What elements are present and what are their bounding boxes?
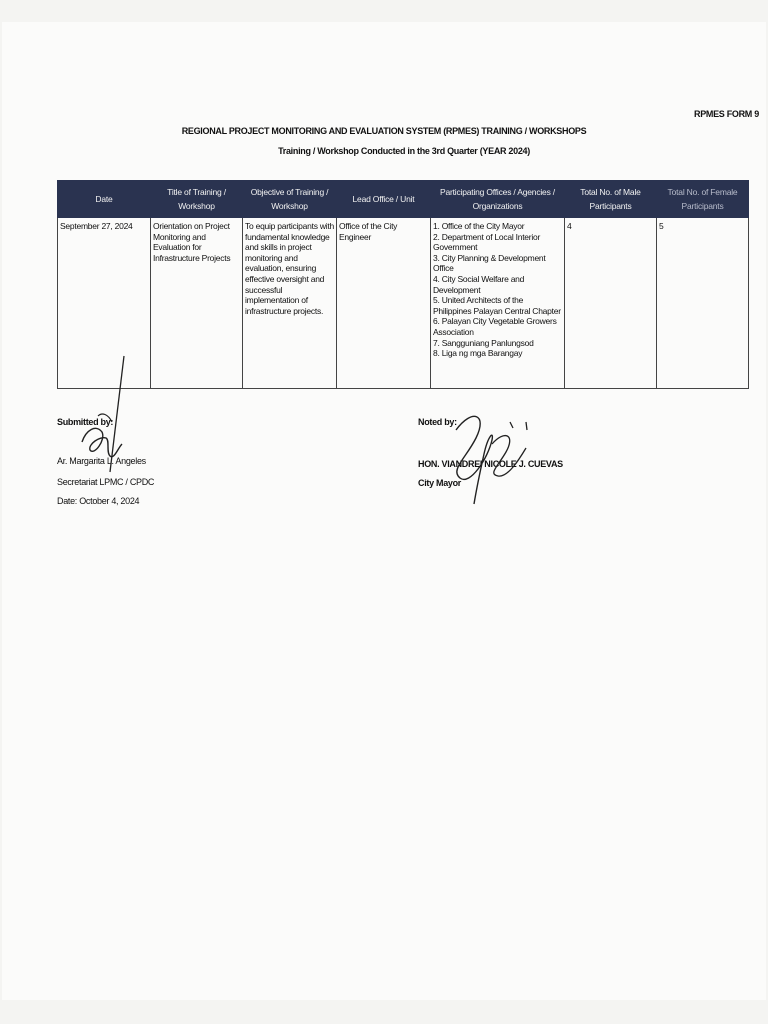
- table-header-row: [58, 181, 749, 218]
- list-item: 2. Department of Local Interior Government: [433, 231, 541, 253]
- noted-signature: [430, 400, 550, 510]
- document-title: REGIONAL PROJECT MONITORING AND EVALUATION SYSTEM (RPMES) TRAINING / WORKSHOPS: [181, 126, 587, 136]
- submitted-signature: [72, 352, 142, 482]
- header-participating-offices: Participating Offices / Agencies / Organizations: [431, 181, 565, 218]
- noted-name: HON. VIANDREI NICOLE J. CUEVAS: [418, 459, 563, 469]
- cell-female-count: 5: [657, 218, 749, 389]
- list-item: 8. Liga ng mga Barangay: [433, 348, 523, 359]
- form-code: RPMES FORM 9: [694, 109, 759, 119]
- header-female-participants: Total No. of Female Participants: [657, 181, 749, 218]
- cell-participating-offices: [431, 218, 565, 389]
- cell-objective: To equip participants with fundamental knowledge and skills in project monitoring and evaluation, ensuring effective oversight and successful implementation of infrastructure projects.: [243, 218, 337, 389]
- noted-label: Noted by:: [418, 417, 457, 427]
- header-objective: Objective of Training / Workshop: [243, 181, 337, 218]
- cell-male-count: 4: [565, 218, 657, 389]
- header-title: Title of Training / Workshop: [151, 181, 243, 218]
- list-item: 7. Sangguniang Panlungsod: [433, 337, 534, 348]
- cell-title: Orientation on Project Monitoring and Evaluation for Infrastructure Projects: [151, 218, 243, 389]
- header-male-participants: Total No. of Male Participants: [565, 181, 657, 218]
- cell-date: September 27, 2024: [58, 218, 151, 389]
- training-table: [57, 180, 749, 389]
- list-item: 3. City Planning & Development Office: [433, 252, 546, 274]
- list-item: 1. Office of the City Mayor: [433, 221, 525, 231]
- participating-offices-list: [433, 221, 562, 359]
- header-date: Date: [58, 181, 151, 218]
- submitted-position: Secretariat LPMC / CPDC: [57, 477, 155, 487]
- submitted-label: Submitted by:: [57, 417, 114, 427]
- noted-position: City Mayor: [418, 478, 462, 488]
- document-page: [2, 22, 766, 1000]
- list-item: 4. City Social Welfare and Development: [433, 273, 525, 295]
- table-row: [58, 218, 749, 389]
- cell-lead-office: Office of the City Engineer: [337, 218, 431, 389]
- submitted-date: Date: October 4, 2024: [57, 496, 140, 506]
- header-lead-office: Lead Office / Unit: [337, 181, 431, 218]
- document-subtitle: Training / Workshop Conducted in the 3rd Quarter (YEAR 2024): [278, 146, 530, 156]
- submitted-name: Ar. Margarita L. Angeles: [57, 456, 146, 466]
- list-item: 5. United Architects of the Philippines Palayan Central Chapter: [433, 295, 561, 316]
- list-item: 6. Palayan City Vegetable Growers Association: [433, 316, 557, 337]
